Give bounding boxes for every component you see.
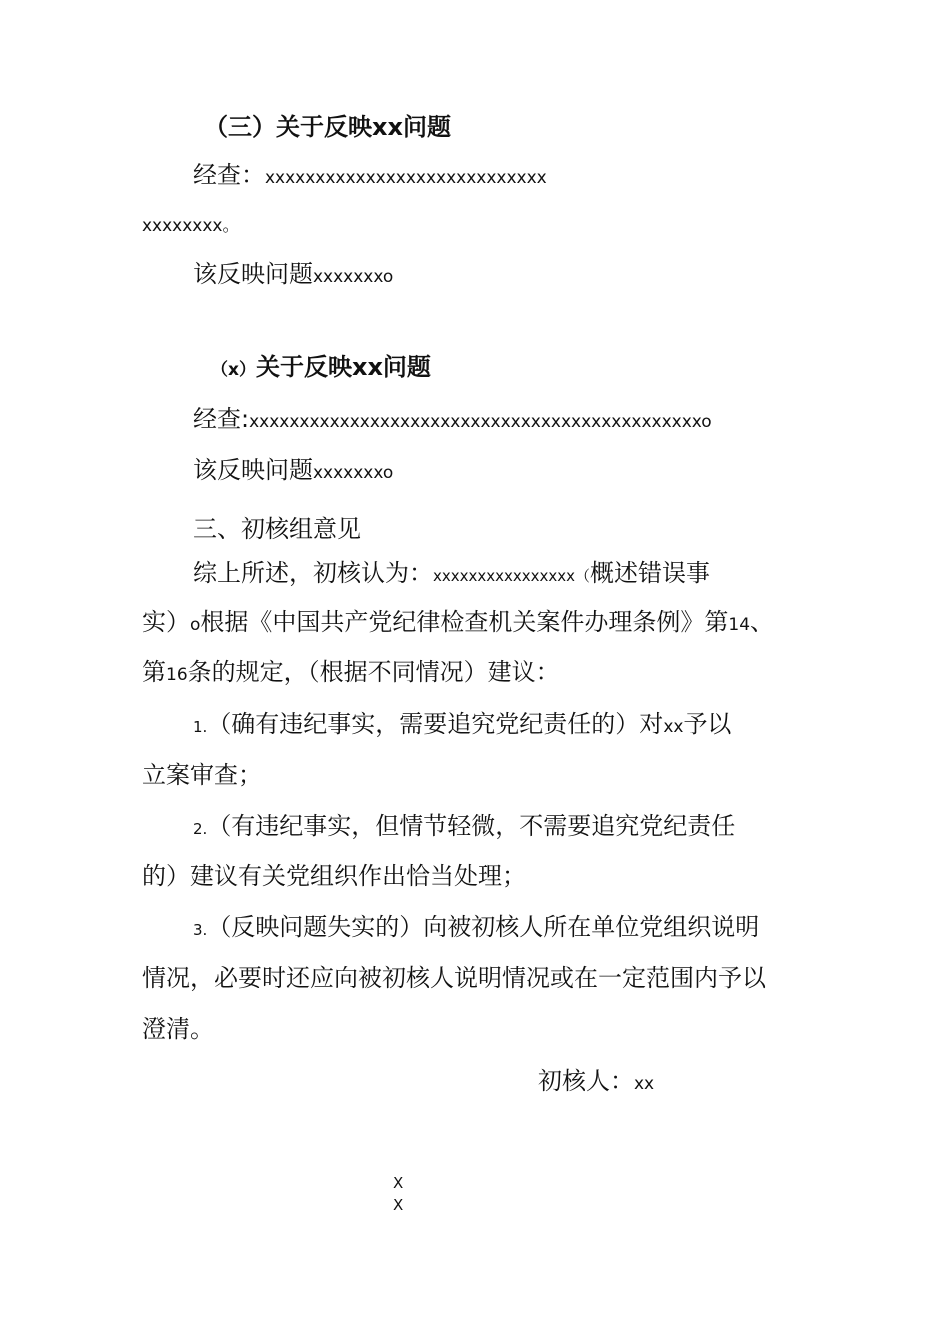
item-3-line-1 [193,912,759,945]
marker: o [190,615,201,635]
text: 予以 [683,710,732,738]
text: （有违纪事实，但情节轻微，不需要追究党纪责任 [207,812,736,840]
placeholder: xxxxxxxxxxxxxxxx（ [433,567,591,585]
placeholder: xx [663,717,684,737]
issue-label: 该反映问题 [193,456,313,484]
section-3-check-continuation: xxxxxxxx。 [142,216,240,236]
text: （确有违纪事实，需要追究党纪责任的）对 [207,710,664,738]
item-2-line-1 [193,811,735,844]
text: 实） [142,608,190,636]
text: 综上所述，初核认为： [193,559,433,587]
item-number: 2. [193,820,208,838]
signature-label: 初核人： [538,1067,634,1095]
mark-x-2: X [393,1196,404,1214]
item-1-line-1 [193,709,731,742]
check-placeholder: xxxxxxxxxxxxxxxxxxxxxxxxxxxxxxxxxxxxxxxxxxxxxo [249,412,712,432]
text: 第 [142,658,166,686]
issue-label: 该反映问题 [193,260,313,288]
check-placeholder: xxxxxxxxxxxxxxxxxxxxxxxxxxxx [265,168,547,188]
article-number: 16 [166,665,188,685]
item-1-line-2: 立案审查； [142,761,262,789]
signature-line [538,1066,654,1099]
section-x-issue-line [193,455,393,488]
section-3-check-line [193,160,547,193]
item-2-line-2: 的）建议有关党组织作出恰当处理； [142,862,526,890]
issue-placeholder: xxxxxxxo [313,267,394,287]
mark-x-1: X [393,1174,404,1192]
heading-text: 关于反映xx问题 [255,353,431,381]
check-label: 经查: [193,405,250,433]
section-3-heading: （三）关于反映xx问题 [204,113,451,141]
section-x-check-line [193,404,712,437]
check-label: 经查： [193,161,265,189]
issue-placeholder: xxxxxxxo [313,463,394,483]
item-number: 3. [193,921,208,939]
opinion-para-line-1 [193,558,710,591]
opinion-heading: 三、初核组意见 [193,515,361,543]
text: 条的规定，（根据不同情况）建议： [187,658,560,686]
text: （反映问题失实的）向被初核人所在单位党组织说明 [207,913,760,941]
item-3-line-3: 澄清。 [142,1015,214,1043]
text: 、 [750,608,775,636]
item-number: 1. [193,718,208,736]
section-3-issue-line [193,259,393,292]
text: 概述错误事 [590,559,711,587]
signature-name: xx [634,1074,655,1094]
heading-prefix: （x） [211,360,256,380]
text: 根据《中国共产党纪律检查机关案件办理条例》第 [200,608,729,636]
opinion-para-line-3 [142,657,560,690]
item-3-line-2: 情况，必要时还应向被初核人说明情况或在一定范围内予以 [142,964,766,992]
opinion-para-line-2 [142,607,774,640]
article-number: 14 [728,615,751,635]
section-x-heading [211,352,431,385]
